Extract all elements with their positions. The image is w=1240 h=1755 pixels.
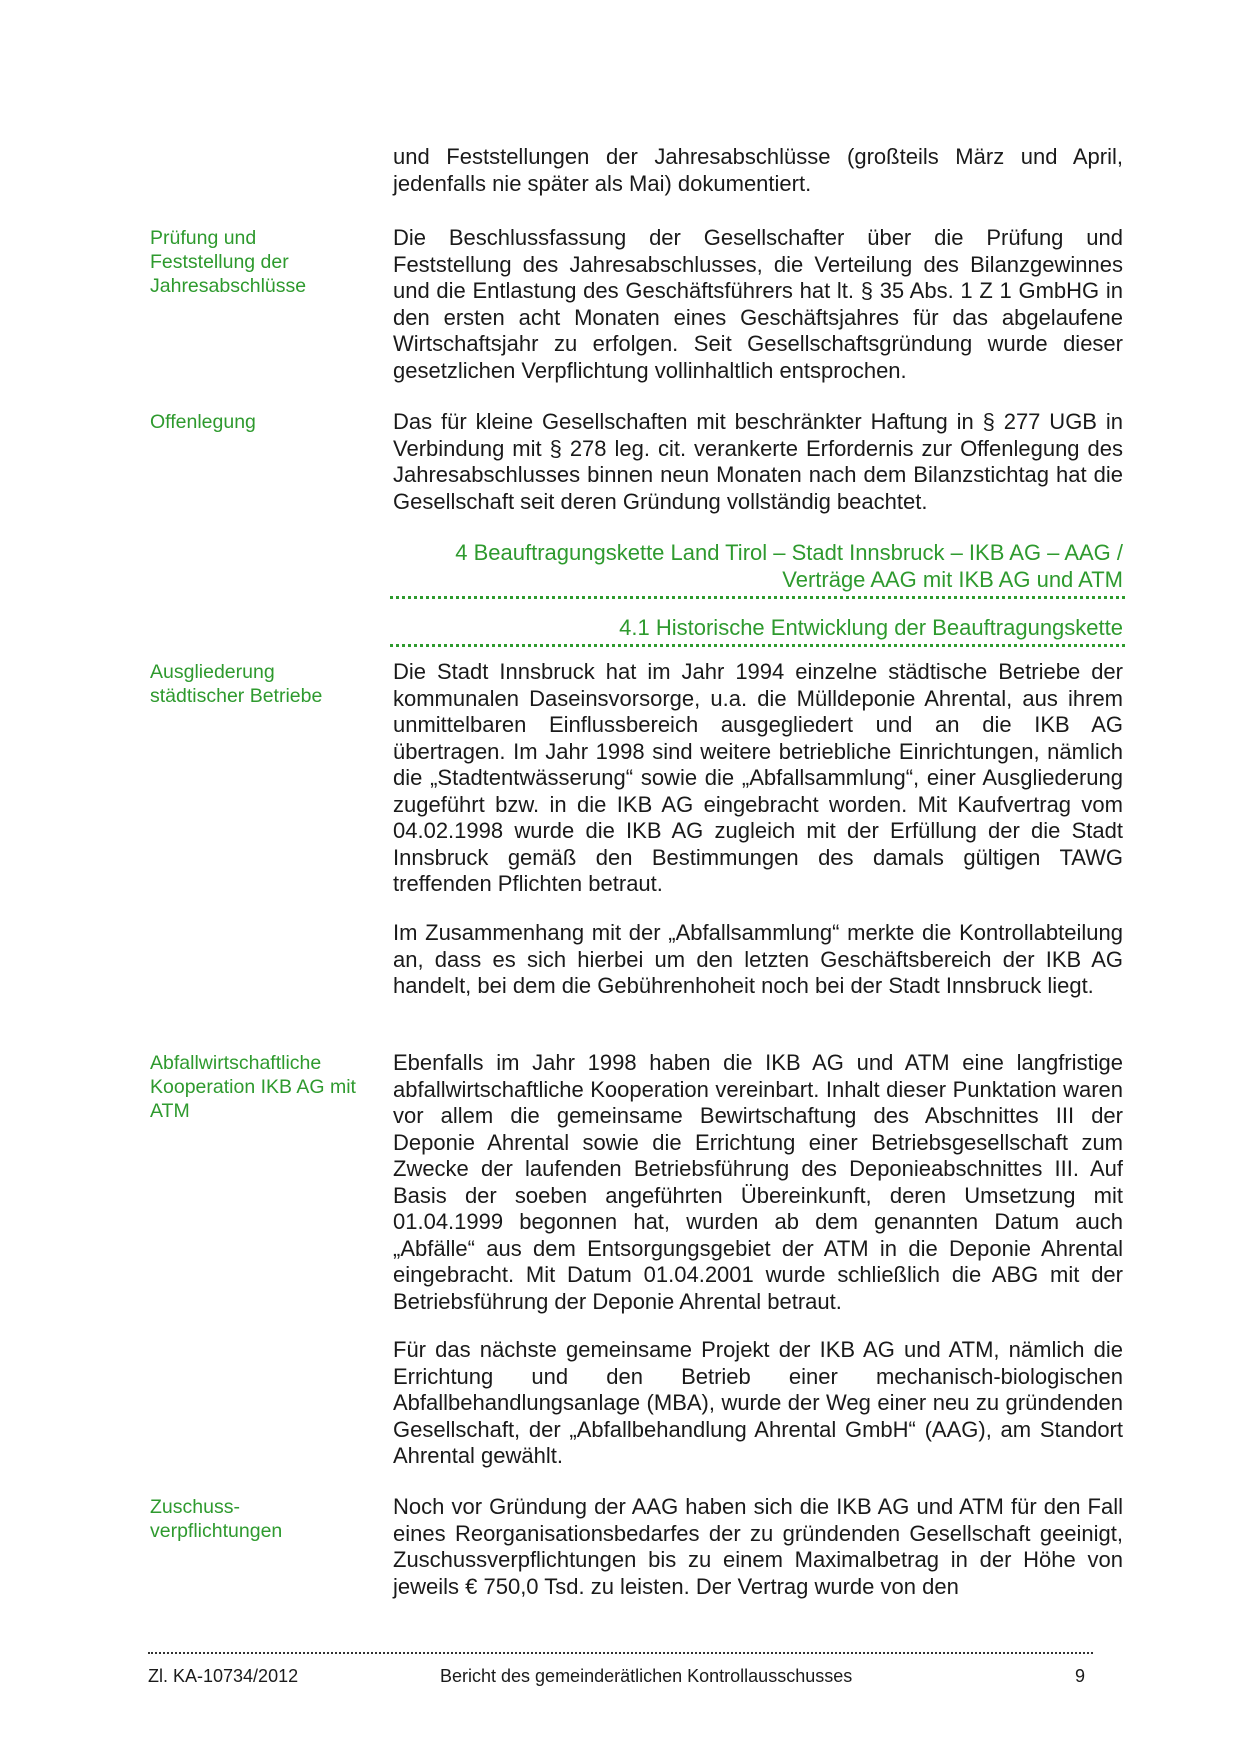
- paragraph-ausgliederung: Die Stadt Innsbruck hat im Jahr 1994 einzelne städtische Betriebe der kommunalen Daseinsvorsorge, u.a. die Mülldeponie Ahrental, aus ihrem unmittelbaren Einflussbereich ausgegliedert und an die IKB AG übertragen. Im Jahr 1998 sind weitere betriebliche Einrichtungen, nämlich die „Stadtentwässerung“ sowie die „Abfallsammlung“, einer Ausgliederung zugeführt bzw. in die IKB AG eingebracht worden. Mit Kaufvertrag vom 04.02.1998 wurde die IKB AG zugleich mit der Erfüllung der die Stadt Innsbruck gemäß den Bestimmungen des damals gültigen TAWG treffenden Pflichten betraut.: [393, 659, 1123, 896]
- paragraph-kooperation: Ebenfalls im Jahr 1998 haben die IKB AG und ATM eine langfristige abfallwirtschaftliche Kooperation vereinbart. Inhalt dieser Punktation waren vor allem die gemeinsame Bewirtschaftung des Abschnittes III der Deponie Ahrental sowie die Errichtung einer Betriebsgesellschaft zum Zwecke der laufenden Betriebsführung des Deponieabschnittes III. Auf Basis der soeben angeführten Übereinkunft, deren Umsetzung mit 01.04.1999 begonnen hat, wurden ab dem genannten Datum auch „Abfälle“ aus dem Entsorgungsgebiet der ATM in die Deponie Ahrental eingebracht. Mit Datum 01.04.2001 wurde schließlich die ABG mit der Betriebsführung der Deponie Ahrental betraut.: [393, 1050, 1123, 1314]
- heading-4-divider: [390, 596, 1125, 599]
- footer-reference: Zl. KA-10734/2012: [148, 1666, 299, 1686]
- heading-4-1-divider: [390, 644, 1125, 647]
- margin-note-zuschuss: Zuschuss-verpflichtungen: [150, 1496, 283, 1542]
- paragraph-abfallsammlung: Im Zusammenhang mit der „Abfallsammlung“ merkte die Kontrollabteilung an, dass es sich hierbei um den letzten Geschäftsbereich der IKB AG handelt, bei dem die Gebührenhoheit noch bei der Stadt Innsbruck liegt.: [393, 920, 1123, 998]
- margin-note-offenlegung: Offenlegung: [150, 411, 256, 433]
- margin-note-kooperation: Abfallwirtschaftliche Kooperation IKB AG mit ATM: [150, 1052, 356, 1122]
- paragraph-mba-projekt: Für das nächste gemeinsame Projekt der IKB AG und ATM, nämlich die Errichtung und den Betrieb einer mechanisch-biologischen Abfallbehandlungsanlage (MBA), wurde der Weg einer neu zu gründenden Gesellschaft, der „Abfallbehandlung Ahrental GmbH“ (AAG), am Standort Ahrental gewählt.: [393, 1337, 1123, 1468]
- footer-divider: [148, 1652, 1093, 1654]
- paragraph-offenlegung: Das für kleine Gesellschaften mit beschränkter Haftung in § 277 UGB in Verbindung mit § 278 leg. cit. verankerte Erfordernis zur Offenlegung des Jahresabschlusses binnen neun Monaten nach dem Bilanzstichtag hat die Gesellschaft seit deren Gründung vollständig beachtet.: [393, 409, 1123, 514]
- paragraph-pruefung: Die Beschlussfassung der Gesellschafter über die Prüfung und Feststellung des Jahresabschlusses, die Verteilung des Bilanzgewinnes und die Entlastung des Geschäftsführers hat lt. § 35 Abs. 1 Z 1 GmbHG in den ersten acht Monaten eines Geschäftsjahres für das abgelaufene Wirtschaftsjahr zu erfolgen. Seit Gesellschaftsgründung wurde dieser gesetzlichen Verpflichtung vollinhaltlich entsprochen.: [393, 225, 1123, 383]
- paragraph-continuation: und Feststellungen der Jahresabschlüsse (großteils März und April, jedenfalls nie später als Mai) dokumentiert.: [393, 144, 1123, 196]
- footer-page-number: 9: [1075, 1666, 1086, 1686]
- section-heading-4-1: 4.1 Historische Entwicklung der Beauftragungskette: [619, 615, 1123, 640]
- margin-note-ausgliederung: Ausgliederung städtischer Betriebe: [150, 661, 323, 707]
- section-heading-4-line1: 4 Beauftragungskette Land Tirol – Stadt Innsbruck – IKB AG – AAG /: [455, 540, 1123, 565]
- paragraph-zuschuss: Noch vor Gründung der AAG haben sich die IKB AG und ATM für den Fall eines Reorganisationsbedarfes der zu gründenden Gesellschaft geeinigt, Zuschussverpflichtungen bis zu einem Maximalbetrag in der Höhe von jeweils € 750,0 Tsd. zu leisten. Der Vertrag wurde von den: [393, 1494, 1123, 1599]
- footer-title: Bericht des gemeinderätlichen Kontrollausschusses: [440, 1666, 853, 1686]
- margin-note-pruefung: Prüfung und Feststellung der Jahresabschlüsse: [150, 227, 307, 297]
- section-heading-4: [390, 539, 1123, 593]
- section-heading-4-line2: Verträge AAG mit IKB AG und ATM: [782, 567, 1123, 592]
